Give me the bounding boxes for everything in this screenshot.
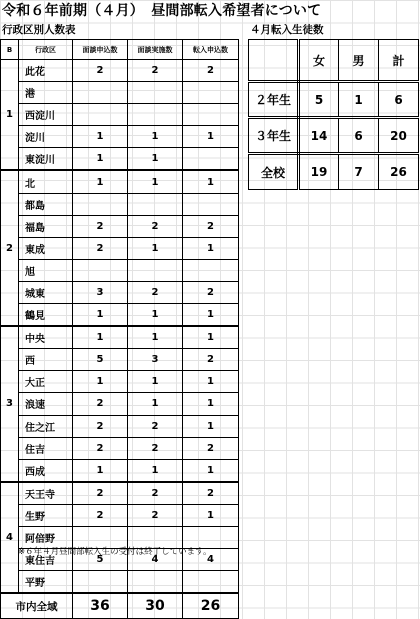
grade-label: ３年生 xyxy=(249,118,299,154)
ward-name: 中央 xyxy=(19,326,73,349)
interview-applications: 1 xyxy=(73,459,128,482)
total-count: 20 xyxy=(379,118,419,154)
ward-name: 城東 xyxy=(19,281,73,303)
ward-name: 東住吉 xyxy=(19,549,73,571)
interviews-held: 2 xyxy=(128,482,183,505)
interviews-held: 4 xyxy=(128,549,183,571)
ward-row xyxy=(1,437,239,459)
ward-name: 大正 xyxy=(19,371,73,393)
grade-row xyxy=(249,82,419,118)
ward-name: 西成 xyxy=(19,459,73,482)
interview-applications: 3 xyxy=(73,281,128,303)
city-total-label: 市内全域 xyxy=(1,593,73,619)
interviews-held: 1 xyxy=(128,237,183,259)
transfer-applications: 1 xyxy=(183,304,239,327)
transfer-applications: 1 xyxy=(183,371,239,393)
transfer-applications xyxy=(183,104,239,126)
interviews-held: 1 xyxy=(128,326,183,349)
male-count: 1 xyxy=(339,82,379,118)
ward-row xyxy=(1,371,239,393)
interview-applications: 2 xyxy=(73,237,128,259)
ward-name: 東淀川 xyxy=(19,148,73,171)
ward-name: 淀川 xyxy=(19,126,73,148)
header-b: B xyxy=(1,40,19,60)
ward-name: 住吉 xyxy=(19,437,73,459)
transfer-applications: 2 xyxy=(183,281,239,303)
transfer-applications: 2 xyxy=(183,482,239,505)
header-corner xyxy=(249,40,299,82)
interviews-held: 1 xyxy=(128,459,183,482)
interviews-held: 2 xyxy=(128,415,183,437)
interview-applications xyxy=(73,82,128,104)
ward-row xyxy=(1,60,239,82)
transfer-applications: 2 xyxy=(183,437,239,459)
header-interview-applications: 面談申込数 xyxy=(73,40,128,60)
transfer-applications xyxy=(183,193,239,215)
grade-row xyxy=(249,118,419,154)
ward-name: 北 xyxy=(19,170,73,193)
ward-name: 此花 xyxy=(19,60,73,82)
transfer-applications: 4 xyxy=(183,549,239,571)
female-count: 5 xyxy=(299,82,339,118)
interviews-held: 1 xyxy=(128,170,183,193)
ward-name: 東成 xyxy=(19,237,73,259)
interview-applications: 2 xyxy=(73,60,128,82)
transfer-applications: 2 xyxy=(183,215,239,237)
ward-name: 都島 xyxy=(19,193,73,215)
total-transfer-applications: 26 xyxy=(183,593,239,619)
transfer-applications: 1 xyxy=(183,504,239,526)
interview-applications xyxy=(73,104,128,126)
ward-row xyxy=(1,126,239,148)
total-interview-applications: 36 xyxy=(73,593,128,619)
ward-row xyxy=(1,259,239,281)
transfer-applications: 1 xyxy=(183,326,239,349)
header-female: 女 xyxy=(299,40,339,82)
header-transfer-applications: 転入申込数 xyxy=(183,40,239,60)
interviews-held xyxy=(128,571,183,594)
header-ward: 行政区 xyxy=(19,40,73,60)
interviews-held: 1 xyxy=(128,148,183,171)
block-number: 1 xyxy=(1,60,19,171)
interviews-held: 1 xyxy=(128,371,183,393)
ward-name: 港 xyxy=(19,82,73,104)
interview-applications xyxy=(73,193,128,215)
interview-applications: 1 xyxy=(73,304,128,327)
ward-row xyxy=(1,104,239,126)
interviews-held: 1 xyxy=(128,304,183,327)
ward-row xyxy=(1,415,239,437)
grade-count-table xyxy=(248,39,419,190)
ward-name: 福島 xyxy=(19,215,73,237)
header-male: 男 xyxy=(339,40,379,82)
female-count: 19 xyxy=(299,154,339,190)
transfer-applications: 1 xyxy=(183,393,239,415)
interview-applications: 2 xyxy=(73,437,128,459)
ward-row xyxy=(1,482,239,505)
ward-name: 生野 xyxy=(19,504,73,526)
ward-name: 旭 xyxy=(19,259,73,281)
interview-applications: 2 xyxy=(73,415,128,437)
ward-name: 天王寺 xyxy=(19,482,73,505)
block-number: 2 xyxy=(1,170,19,326)
interview-applications: 2 xyxy=(73,215,128,237)
interview-applications xyxy=(73,259,128,281)
transfer-applications: 1 xyxy=(183,170,239,193)
interviews-held: 1 xyxy=(128,393,183,415)
city-total-row xyxy=(1,593,239,619)
male-count: 7 xyxy=(339,154,379,190)
header-total: 計 xyxy=(379,40,419,82)
ward-row xyxy=(1,504,239,526)
ward-row xyxy=(1,193,239,215)
ward-row xyxy=(1,459,239,482)
transfer-applications xyxy=(183,571,239,594)
interview-applications: 5 xyxy=(73,349,128,371)
transfer-applications: 1 xyxy=(183,126,239,148)
transfer-applications: 2 xyxy=(183,60,239,82)
transfer-applications xyxy=(183,82,239,104)
interviews-held: 2 xyxy=(128,437,183,459)
grade-table-header-row xyxy=(249,40,419,82)
ward-row xyxy=(1,237,239,259)
ward-count-table xyxy=(0,39,239,619)
grade-row xyxy=(249,154,419,190)
transfer-applications: 1 xyxy=(183,237,239,259)
interview-applications: 1 xyxy=(73,148,128,171)
interview-applications: 1 xyxy=(73,326,128,349)
grade-label: ２年生 xyxy=(249,82,299,118)
ward-table-label: 行政区別人数表 xyxy=(2,24,76,36)
ward-row xyxy=(1,571,239,594)
total-count: 26 xyxy=(379,154,419,190)
interviews-held: 2 xyxy=(128,281,183,303)
interviews-held: 1 xyxy=(128,126,183,148)
interviews-held: 3 xyxy=(128,349,183,371)
male-count: 6 xyxy=(339,118,379,154)
interview-applications: 1 xyxy=(73,126,128,148)
block-number: 3 xyxy=(1,326,19,482)
header-interviews-held: 面談実施数 xyxy=(128,40,183,60)
ward-row xyxy=(1,215,239,237)
interview-applications: 2 xyxy=(73,393,128,415)
ward-row xyxy=(1,170,239,193)
female-count: 14 xyxy=(299,118,339,154)
ward-row xyxy=(1,304,239,327)
transfer-applications: 2 xyxy=(183,349,239,371)
interviews-held xyxy=(128,193,183,215)
ward-row xyxy=(1,82,239,104)
ward-table-header-row xyxy=(1,40,239,60)
ward-row xyxy=(1,326,239,349)
interview-applications: 1 xyxy=(73,371,128,393)
transfer-applications: 1 xyxy=(183,459,239,482)
transfer-applications xyxy=(183,259,239,281)
interviews-held xyxy=(128,82,183,104)
grade-table-label: ４月転入生徒数 xyxy=(250,24,324,36)
interviews-held: 2 xyxy=(128,215,183,237)
total-count: 6 xyxy=(379,82,419,118)
ward-name: 住之江 xyxy=(19,415,73,437)
ward-name: 西 xyxy=(19,349,73,371)
interview-applications: 1 xyxy=(73,170,128,193)
transfer-applications xyxy=(183,148,239,171)
ward-name: 阿倍野 xyxy=(19,526,73,548)
ward-row xyxy=(1,148,239,171)
page-title: 令和６年前期（４月） 昼間部転入希望者について xyxy=(2,3,322,19)
interview-applications: 5 xyxy=(73,549,128,571)
transfer-applications: 1 xyxy=(183,415,239,437)
ward-name: 浪速 xyxy=(19,393,73,415)
grade-label: 全校 xyxy=(249,154,299,190)
ward-name: 平野 xyxy=(19,571,73,594)
block-number: 4 xyxy=(1,482,19,593)
interviews-held: 2 xyxy=(128,504,183,526)
footnote: ※６年４月昼間部転入生の受付は終了しています。 xyxy=(18,547,212,557)
ward-name: 西淀川 xyxy=(19,104,73,126)
interview-applications: 2 xyxy=(73,504,128,526)
interview-applications: 2 xyxy=(73,482,128,505)
total-interviews-held: 30 xyxy=(128,593,183,619)
ward-name: 鶴見 xyxy=(19,304,73,327)
ward-row xyxy=(1,281,239,303)
ward-row xyxy=(1,393,239,415)
interviews-held xyxy=(128,104,183,126)
ward-row xyxy=(1,349,239,371)
interviews-held xyxy=(128,259,183,281)
interview-applications xyxy=(73,571,128,594)
interviews-held: 2 xyxy=(128,60,183,82)
